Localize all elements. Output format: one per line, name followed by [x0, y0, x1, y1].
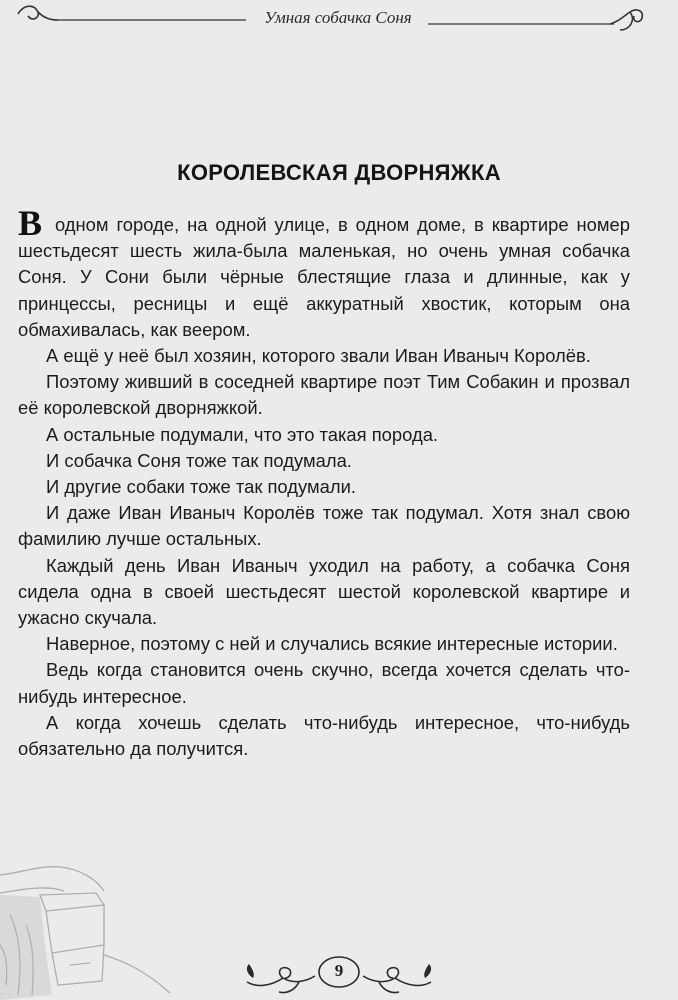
- chapter-body: [18, 203, 630, 762]
- running-title: Умная собачка Соня: [250, 8, 426, 28]
- page-number: 9: [334, 961, 344, 980]
- paragraph-5: И собачка Соня тоже так подумала.: [46, 449, 352, 471]
- paragraph-4: А остальные подумали, что это такая порода.: [46, 423, 439, 445]
- paragraph-8: Каждый день Иван Иваныч уходил на работу, а собачка Соня сидела одна в своей шестьдесят шестой королевской квартире и ужасно скучала.: [18, 554, 630, 629]
- paragraph-7: И даже Иван Иваныч Королёв тоже так подумал. Хотя знал свою фамилию лучше остальных.: [18, 502, 630, 550]
- drop-cap: В: [18, 203, 43, 243]
- page-folio: [239, 948, 439, 1000]
- paragraph-3: Поэтому живший в соседней квартире поэт Тим Собакин и прозвал её королевской дворняжкой.: [18, 371, 630, 419]
- paragraph-2: А ещё у неё был хозяин, которого звали Иван Иваныч Королёв.: [46, 345, 591, 367]
- paragraph-1: [18, 203, 630, 343]
- left-flourish: [18, 6, 58, 20]
- paragraph-10: Ведь когда становится очень скучно, всегда хочется сделать что-нибудь интересное.: [18, 659, 630, 707]
- pencil-sketch-illustration: [0, 835, 190, 1000]
- right-flourish: [610, 10, 642, 30]
- paragraph-6: И другие собаки тоже так подумали.: [46, 476, 356, 498]
- paragraph-9: Наверное, поэтому с ней и случались всякие интересные истории.: [46, 633, 618, 655]
- paragraph-11: А когда хочешь сделать что-нибудь интересное, что-нибудь обязательно да получится.: [18, 711, 630, 760]
- paragraph-1-text: одном городе, на одной улице, в одном доме, в квартире номер шестьдесят шесть жила-была маленькая, но очень умная собачка Соня. У Сони были чёрные блестящие глаза и длинные, как у принцессы, ресницы и ещё аккуратный хвостик, которым она обмахивалась, как веером.: [18, 214, 630, 340]
- running-header: [14, 0, 664, 40]
- chapter-title: КОРОЛЕВСКАЯ ДВОРНЯЖКА: [177, 160, 501, 185]
